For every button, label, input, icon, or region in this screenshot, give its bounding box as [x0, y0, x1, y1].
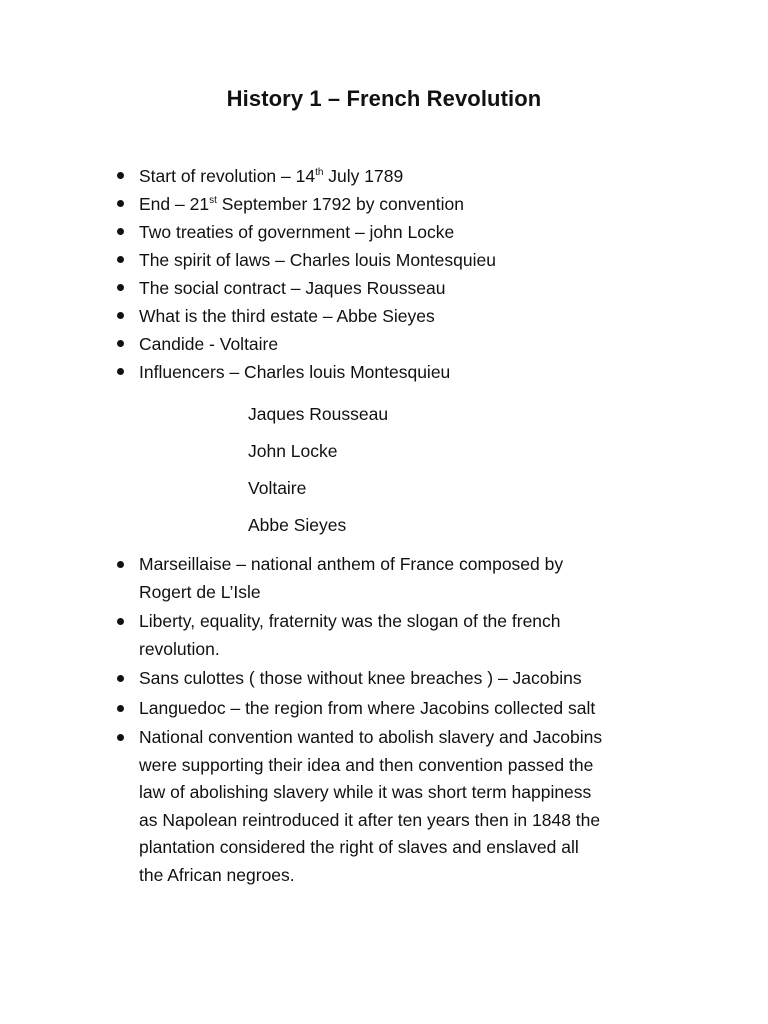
ordinal-suffix: st [209, 195, 217, 207]
bullet-icon [117, 618, 124, 625]
item-text: Candide - Voltaire [139, 334, 279, 354]
list-item [139, 162, 699, 190]
item-line: revolution. [139, 638, 220, 659]
item-line: Rogert de L’Isle [139, 581, 261, 602]
list-item [139, 665, 699, 693]
bullet-icon [117, 228, 124, 235]
item-text: July 1789 [323, 166, 404, 186]
bullet-icon [117, 561, 124, 568]
influencers-continued [248, 396, 548, 544]
item-line: plantation considered the right of slaves and enslaved all [139, 837, 579, 857]
ordinal-suffix: th [315, 167, 324, 179]
list-item [139, 330, 699, 358]
notes-list-secondary [139, 551, 699, 889]
item-line: Sans culottes ( those without knee breaches ) – Jacobins [139, 668, 582, 688]
notes-list-primary [139, 162, 699, 386]
bullet-icon [117, 284, 124, 291]
list-item [139, 246, 699, 274]
item-text: The spirit of laws – Charles louis Montesquieu [139, 250, 496, 270]
item-text: September 1792 by convention [216, 194, 464, 214]
item-line: Liberty, equality, fraternity was the slogan of the french [139, 611, 561, 631]
item-text: Two treaties of government – john Locke [139, 222, 455, 242]
item-text: What is the third estate – Abbe Sieyes [139, 306, 435, 326]
item-line: the African negroes. [139, 864, 295, 885]
page-title: History 1 – French Revolution [226, 86, 542, 111]
item-text: Influencers – Charles louis Montesquieu [139, 362, 451, 382]
influencer-name: Jaques Rousseau [248, 404, 389, 424]
list-item [139, 695, 699, 723]
item-line: Languedoc – the region from where Jacobins collected salt [139, 697, 596, 718]
list-item [139, 608, 699, 663]
bullet-icon [117, 675, 124, 682]
list-item [139, 358, 699, 386]
bullet-icon [117, 312, 124, 319]
item-line: Marseillaise – national anthem of France composed by [139, 554, 564, 574]
list-item [139, 190, 699, 218]
list-item [139, 551, 699, 606]
list-item [139, 218, 699, 246]
item-text: End – 21 [139, 194, 210, 214]
item-text: Start of revolution – 14 [139, 166, 316, 186]
item-line: National convention wanted to abolish slavery and Jacobins [139, 727, 603, 747]
bullet-icon [117, 256, 124, 263]
item-line: law of abolishing slavery while it was short term happiness [139, 782, 592, 802]
bullet-icon [117, 200, 124, 207]
item-text: The social contract – Jaques Rousseau [139, 278, 446, 298]
influencer-name: Abbe Sieyes [248, 515, 347, 535]
influencer-name: Voltaire [248, 478, 307, 498]
bullet-icon [117, 340, 124, 347]
influencer-name: John Locke [248, 441, 338, 461]
bullet-icon [117, 172, 124, 179]
list-item [139, 274, 699, 302]
bullet-icon [117, 734, 124, 741]
list-item [139, 302, 699, 330]
item-line: were supporting their idea and then convention passed the [139, 754, 594, 775]
bullet-icon [117, 368, 124, 375]
list-item [139, 724, 699, 889]
bullet-icon [117, 705, 124, 712]
item-line: as Napolean reintroduced it after ten years then in 1848 the [139, 809, 601, 830]
